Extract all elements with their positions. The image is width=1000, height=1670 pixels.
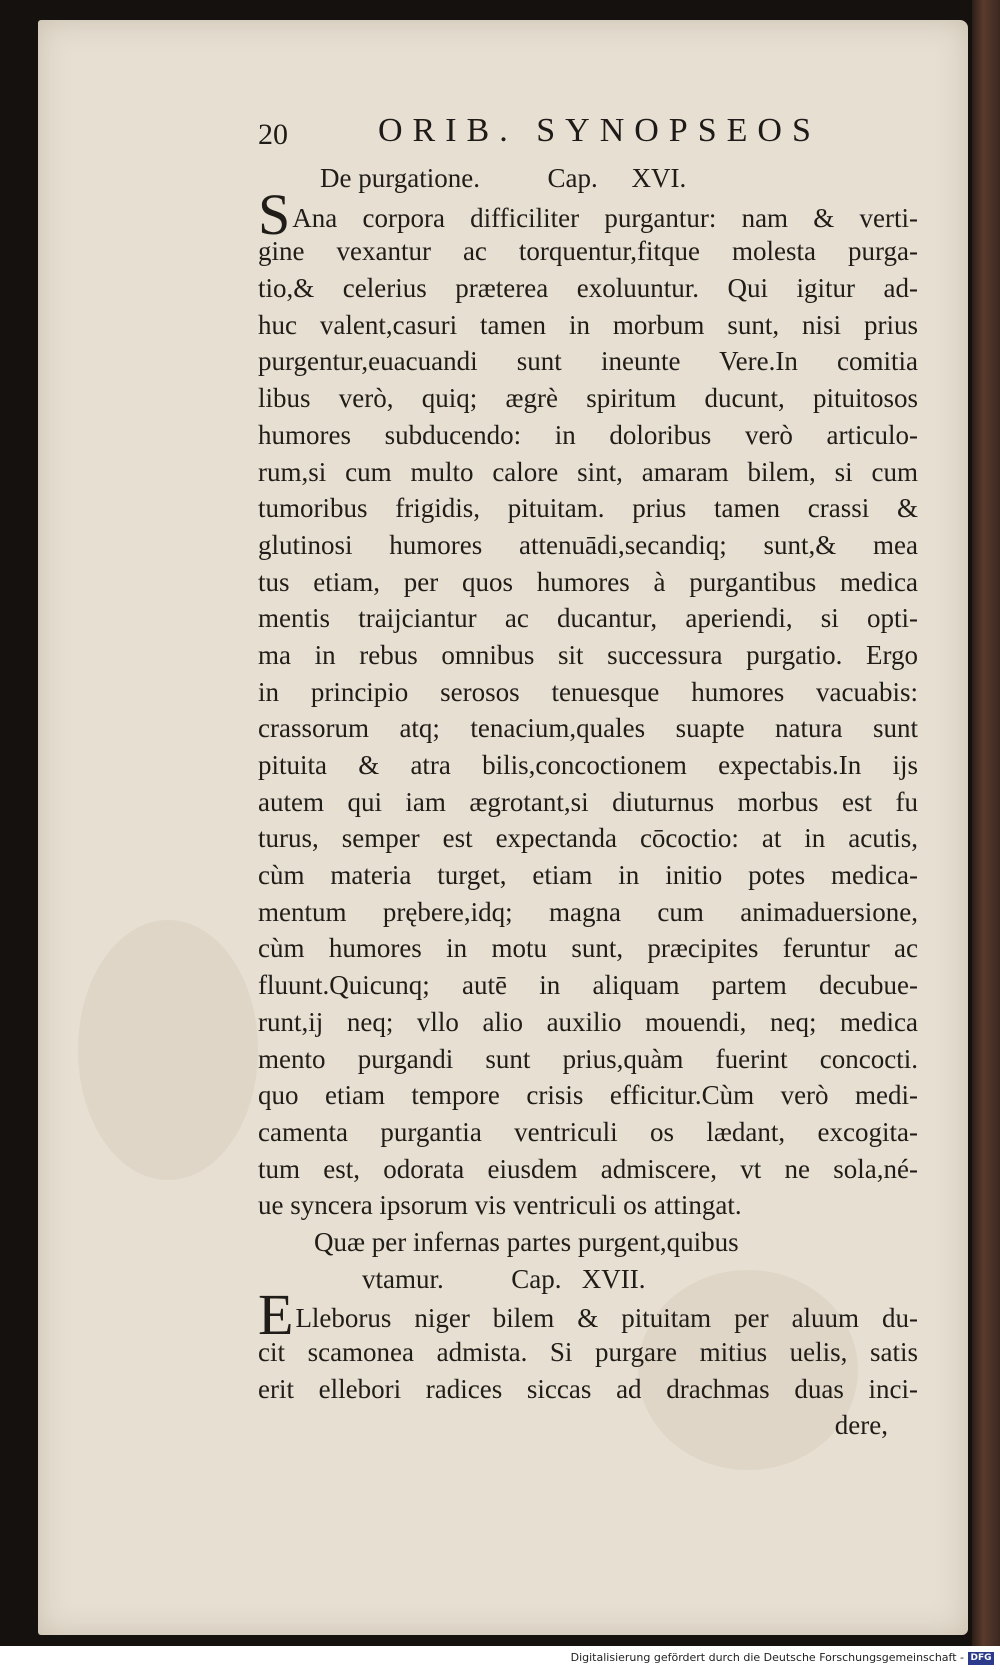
text-line xyxy=(258,181,918,247)
text-line: libus verò, quiq; ægrè spiritum ducunt, pituitosos xyxy=(258,383,918,414)
text-line: turus, semper est expectanda cōcoctio: at in acutis, xyxy=(258,823,918,854)
chapter-heading: De purgatione. Cap. XVI. xyxy=(320,163,687,193)
text-line: huc valent,casuri tamen in morbum sunt, nisi prius xyxy=(258,309,918,340)
text-line: purgentur,euacuandi sunt ineunte Vere.In comitia xyxy=(258,346,918,377)
text-line: crassorum atq; tenacium,quales suapte natura sunt xyxy=(258,713,918,744)
text-line: tus etiam, per quos humores à purgantibus medica xyxy=(258,566,918,597)
text-line: tum est, odorata eiusdem admiscere, vt ne sola,né- xyxy=(258,1153,918,1184)
text-line: rum,si cum multo calore sint, amaram bilem, si cum xyxy=(258,456,918,487)
text-line: cùm materia turget, etiam in initio potes medica- xyxy=(258,860,918,891)
dfg-logo: DFG xyxy=(968,1652,994,1665)
text-line: tio,& celerius præterea exoluuntur. Qui igitur ad- xyxy=(258,273,918,304)
initial-letter: S xyxy=(258,181,291,247)
footer-bar xyxy=(0,1646,1000,1670)
page-number: 20 xyxy=(258,118,288,151)
text-line: fluunt.Quicunq; autē in aliquam partem decubue- xyxy=(258,970,918,1001)
text-line: erit ellebori radices siccas ad drachmas duas inci- xyxy=(258,1373,918,1404)
text-line: pituita & atra bilis,concoctionem expectabis.In ijs xyxy=(258,750,918,780)
chapter-heading: Quæ per infernas partes purgent,quibus xyxy=(314,1226,739,1257)
text-line: mento purgandi sunt prius,quàm fuerint concocti. xyxy=(258,1043,918,1074)
text-line xyxy=(258,1282,918,1348)
book-spine xyxy=(972,0,1000,1670)
text-line: cit scamonea admista. Si purgare mitius uelis, satis xyxy=(258,1337,918,1367)
text-line: runt,ij neq; vllo alio auxilio mouendi, neq; medica xyxy=(258,1006,918,1037)
text-line: cùm humores in motu sunt, præcipites feruntur ac xyxy=(258,933,918,964)
text-line: glutinosi humores attenuādi,secandiq; sunt,& mea xyxy=(258,529,918,560)
text-line: mentum prębere,idq; magna cum animaduersione, xyxy=(258,896,918,927)
text-line: quo etiam tempore crisis efficitur.Cùm verò medi- xyxy=(258,1080,918,1111)
text-block xyxy=(258,160,918,1444)
running-head xyxy=(258,112,833,156)
text-line: mentis traijciantur ac ducantur, aperiendi, si opti- xyxy=(258,603,918,634)
chapter-heading-continued: vtamur. Cap. XVII. xyxy=(362,1263,646,1294)
text-line: tumoribus frigidis, pituitam. prius tamen crassi & xyxy=(258,493,918,524)
paper-stain xyxy=(78,920,258,1180)
text-line: ue syncera ipsorum vis ventriculi os attingat. xyxy=(258,1190,742,1221)
text-line: in principio serosos tenuesque humores vacuabis: xyxy=(258,676,918,707)
text-line-content: Lleborus niger bilem & pituitam per aluum du- xyxy=(295,1303,918,1334)
text-line: ma in rebus omnibus sit successura purgatio. Ergo xyxy=(258,639,918,670)
catchword: dere, xyxy=(834,1410,888,1441)
text-line: camenta purgantia ventriculi os lædant, excogita- xyxy=(258,1116,918,1147)
running-head-title: ORIB. SYNOPSEOS xyxy=(378,112,821,149)
text-line-content: Ana corpora difficiliter purgantur: nam & verti- xyxy=(292,202,918,233)
text-line: humores subducendo: in doloribus verò articulo- xyxy=(258,419,918,450)
text-line: gine vexantur ac torquentur,fitque molesta purga- xyxy=(258,236,918,267)
funding-credit: Digitalisierung gefördert durch die Deutsche Forschungsgemeinschaft - xyxy=(570,1651,964,1664)
text-line: autem qui iam ægrotant,si diuturnus morbus est fu xyxy=(258,786,918,817)
initial-letter: E xyxy=(258,1282,294,1348)
